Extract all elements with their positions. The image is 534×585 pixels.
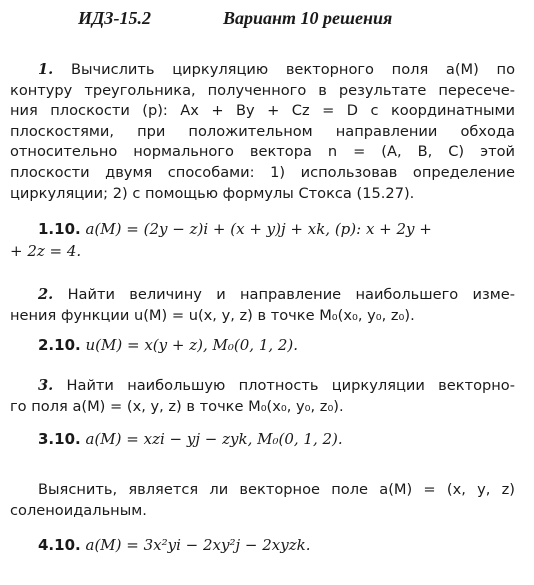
task-1-10-continuation: + 2z = 4. [10, 242, 82, 260]
task-3-10-number: 3.10. [38, 430, 81, 448]
task-1-10-formula: a(M) = (2y − z)i + (x + y)j + xk, (p): x + 2y + [85, 220, 432, 238]
problem-1-number: 1. [38, 61, 54, 78]
problem-2-line: нения функции u(M) = u(x, y, z) в точке M₀(x₀, y₀, z₀). [10, 306, 415, 324]
task-1-10 [38, 220, 432, 238]
task-1-10-number: 1.10. [38, 220, 81, 238]
problem-4-statement [10, 480, 515, 521]
task-3-10-formula: a(M) = xzi − yj − zyk, M₀(0, 1, 2). [85, 430, 343, 448]
task-4-10-number: 4.10. [38, 536, 81, 554]
problem-1-line: контуру треугольника, полученного в результате пересече- [10, 81, 515, 99]
task-2-10 [38, 336, 298, 354]
task-4-10-formula: a(M) = 3x²yi − 2xy²j − 2xyzk. [85, 536, 311, 554]
problem-4-line: Выяснить, является ли векторное поле a(M) = (x, y, z) [38, 481, 515, 498]
task-3-10 [38, 430, 343, 448]
problem-1-line: плоскостями, при положительном направлении обхода [10, 122, 515, 140]
assignment-code: ИДЗ-15.2 [78, 8, 151, 28]
variant-title: Вариант 10 решения [223, 8, 393, 28]
problem-4-line: соленоидальным. [10, 501, 147, 519]
task-2-10-formula: u(M) = x(y + z), M₀(0, 1, 2). [85, 336, 299, 354]
problem-1-line: ния плоскости (p): Ax + By + Cz = D с координатными [10, 102, 515, 120]
task-4-10 [38, 536, 311, 554]
problem-1-line: циркуляции; 2) с помощью формулы Стокса (15.27). [10, 184, 415, 202]
problem-2-statement [10, 285, 515, 326]
problem-3-statement [10, 376, 515, 417]
problem-1-line: 1. Вычислить циркуляцию векторного поля a(M) по [38, 61, 515, 78]
problem-3-number: 3. [38, 377, 54, 394]
problem-2-number: 2. [38, 286, 54, 303]
problem-1-line: относительно нормального вектора n = (A, B, C) этой [10, 143, 515, 161]
problem-1-statement [10, 60, 515, 204]
page-header [78, 8, 518, 32]
problem-3-line: го поля a(M) = (x, y, z) в точке M₀(x₀, y₀, z₀). [10, 397, 344, 415]
problem-2-line: 2. Найти величину и направление наибольшего изме- [38, 286, 516, 303]
problem-3-line: 3. Найти наибольшую плотность циркуляции векторно- [38, 377, 515, 394]
problem-1-line: плоскости двумя способами: 1) использовав определение [10, 163, 515, 181]
task-2-10-number: 2.10. [38, 336, 81, 354]
